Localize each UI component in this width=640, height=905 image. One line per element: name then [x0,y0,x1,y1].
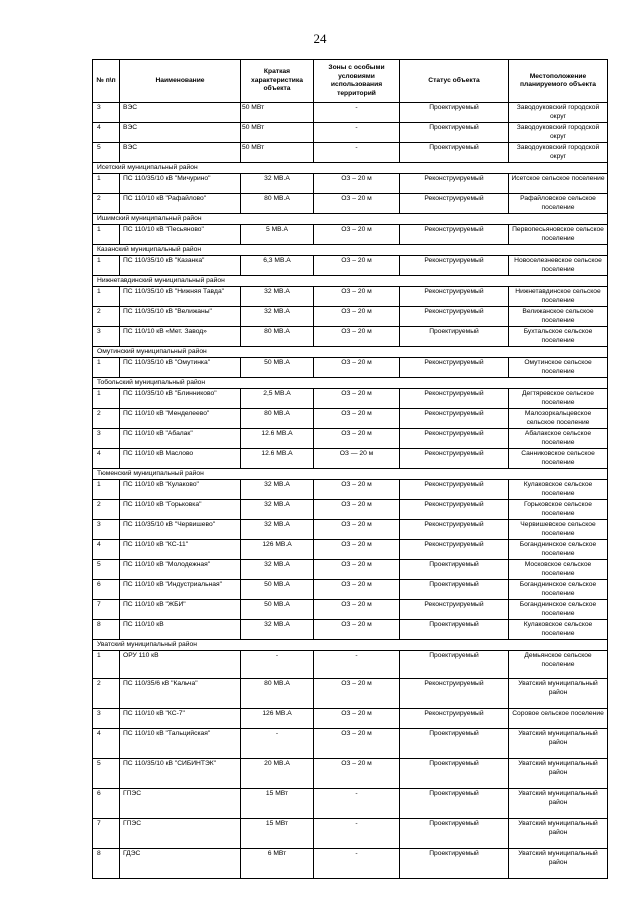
cell-status: Проектируемый [400,327,509,347]
header-location: Местоположение планируемого объекта [509,60,608,103]
cell-num: 5 [93,759,120,789]
cell-num: 1 [93,256,120,276]
cell-characteristic: 32 МВ.А [241,480,314,500]
section-title: Уватский муниципальный район [93,640,608,651]
table-row [93,709,608,729]
header-name: Наименование [120,60,241,103]
cell-num: 1 [93,480,120,500]
table-row [93,580,608,600]
header-status: Статус объекта [400,60,509,103]
cell-characteristic: 80 МВ.А [241,679,314,709]
cell-status: Проектируемый [400,103,509,123]
cell-zone: ОЗ – 20 м [314,389,400,409]
cell-characteristic: - [241,651,314,679]
header-characteristic: Краткая характеристика объекта [241,60,314,103]
cell-zone: ОЗ – 20 м [314,225,400,245]
cell-zone: ОЗ – 20 м [314,327,400,347]
cell-characteristic: 32 МВ.А [241,287,314,307]
cell-num: 2 [93,194,120,214]
cell-zone: ОЗ – 20 м [314,729,400,759]
cell-zone: ОЗ – 20 м [314,759,400,789]
cell-name: ПС 110/10 кВ "ЖБИ" [120,600,241,620]
cell-zone: ОЗ – 20 м [314,256,400,276]
cell-status: Реконструируемый [400,600,509,620]
cell-location: Первопесьяновское сельское поселение [509,225,608,245]
cell-location: Заводоуковский городской округ [509,143,608,163]
cell-num: 5 [93,143,120,163]
cell-characteristic: 20 МВ.А [241,759,314,789]
cell-name: ВЭС [120,123,241,143]
cell-zone: ОЗ – 20 м [314,709,400,729]
table-row [93,789,608,819]
cell-zone: - [314,849,400,879]
cell-num: 1 [93,287,120,307]
table-row [93,143,608,163]
cell-location: Боганднинское сельское поселение [509,600,608,620]
cell-status: Проектируемый [400,123,509,143]
cell-characteristic: 2,5 МВ.А [241,389,314,409]
cell-name: ПС 110/35/10 кВ "СИБИНТЭК" [120,759,241,789]
cell-num: 4 [93,123,120,143]
cell-characteristic: - [241,729,314,759]
cell-status: Проектируемый [400,143,509,163]
cell-num: 2 [93,679,120,709]
cell-status: Реконструируемый [400,389,509,409]
cell-zone: - [314,123,400,143]
cell-name: ГПЭС [120,789,241,819]
cell-num: 3 [93,429,120,449]
cell-num: 8 [93,620,120,640]
cell-location: Кулаковское сельское поселение [509,620,608,640]
cell-name: ПС 110/10 кВ [120,620,241,640]
section-row [93,276,608,287]
cell-status: Реконструируемый [400,409,509,429]
cell-status: Реконструируемый [400,520,509,540]
cell-num: 6 [93,580,120,600]
table-row [93,287,608,307]
cell-location: Уватский муниципальный район [509,679,608,709]
cell-status: Проектируемый [400,580,509,600]
cell-zone: ОЗ – 20 м [314,307,400,327]
cell-location: Горьковское сельское поселение [509,500,608,520]
cell-location: Демьянское сельское поселение [509,651,608,679]
cell-location: Бухтальское сельское поселение [509,327,608,347]
table-row [93,819,608,849]
table-row [93,429,608,449]
cell-zone: - [314,789,400,819]
cell-zone: ОЗ – 20 м [314,580,400,600]
cell-name: ПС 110/35/10 кВ "Омутинка" [120,358,241,378]
cell-location: Заводоуковский городской округ [509,103,608,123]
cell-characteristic: 12.6 МВ.А [241,429,314,449]
cell-location: Московское сельское поселение [509,560,608,580]
cell-num: 2 [93,409,120,429]
cell-status: Проектируемый [400,651,509,679]
cell-status: Реконструируемый [400,480,509,500]
cell-name: ГПЭС [120,819,241,849]
cell-zone: - [314,103,400,123]
cell-zone: - [314,143,400,163]
cell-name: ПС 110/35/10 кВ "Мичурино" [120,174,241,194]
cell-name: ПС 110/10 кВ "Индустриальная" [120,580,241,600]
cell-name: ПС 110/10 кВ "Рафайлово" [120,194,241,214]
cell-status: Реконструируемый [400,194,509,214]
cell-zone: ОЗ – 20 м [314,194,400,214]
objects-table [92,59,608,879]
cell-num: 3 [93,520,120,540]
cell-name: ПС 110/10 кВ Маслово [120,449,241,469]
cell-name: ПС 110/10 кВ "Кулаково" [120,480,241,500]
cell-characteristic: 80 МВ.А [241,194,314,214]
section-row [93,214,608,225]
cell-zone: ОЗ – 20 м [314,429,400,449]
cell-num: 1 [93,174,120,194]
cell-zone: ОЗ – 20 м [314,174,400,194]
cell-status: Реконструируемый [400,679,509,709]
cell-name: ПС 110/35/10 кВ "Червишево" [120,520,241,540]
cell-location: Нижнетавдинское сельское поселение [509,287,608,307]
cell-num: 3 [93,327,120,347]
cell-num: 4 [93,540,120,560]
table-row [93,620,608,640]
section-row [93,378,608,389]
cell-characteristic: 32 МВ.А [241,500,314,520]
cell-zone: ОЗ – 20 м [314,520,400,540]
cell-location: Велижанское сельское поселение [509,307,608,327]
cell-status: Проектируемый [400,789,509,819]
cell-location: Омутинское сельское поселение [509,358,608,378]
cell-zone: ОЗ – 20 м [314,409,400,429]
table-row [93,480,608,500]
cell-location: Уватский муниципальный район [509,729,608,759]
cell-name: ПС 110/35/10 кВ "Казанка" [120,256,241,276]
cell-name: ГДЭС [120,849,241,879]
cell-num: 1 [93,389,120,409]
table-row [93,560,608,580]
cell-characteristic: 6,3 МВ.А [241,256,314,276]
cell-location: Заводоуковский городской округ [509,123,608,143]
section-title: Тюменский муниципальный район [93,469,608,480]
cell-characteristic: 15 МВт [241,819,314,849]
cell-num: 5 [93,560,120,580]
cell-location: Абалакское сельское поселение [509,429,608,449]
cell-characteristic: 126 МВ.А [241,709,314,729]
cell-zone: ОЗ – 20 м [314,287,400,307]
cell-name: ПС 110/10 кВ "КС-11" [120,540,241,560]
table-row [93,520,608,540]
cell-characteristic: 5 МВ.А [241,225,314,245]
table-row [93,849,608,879]
cell-characteristic: 50 МВт [241,143,314,163]
cell-location: Кулаковское сельское поселение [509,480,608,500]
cell-zone: ОЗ – 20 м [314,600,400,620]
cell-characteristic: 32 МВ.А [241,520,314,540]
table-row [93,679,608,709]
cell-characteristic: 126 МВ.А [241,540,314,560]
cell-location: Боганднинское сельское поселение [509,540,608,560]
cell-num: 1 [93,225,120,245]
table-row [93,174,608,194]
section-title: Нижнетавдинский муниципальный район [93,276,608,287]
cell-name: ПС 110/10 кВ "Тальцийская" [120,729,241,759]
cell-location: Уватский муниципальный район [509,789,608,819]
cell-location: Соровое сельское поселение [509,709,608,729]
cell-name: ВЭС [120,103,241,123]
section-row [93,347,608,358]
cell-location: Рафайловское сельское поселение [509,194,608,214]
cell-status: Реконструируемый [400,174,509,194]
table-row [93,449,608,469]
section-title: Тобольский муниципальный район [93,378,608,389]
cell-characteristic: 80 МВ.А [241,327,314,347]
cell-status: Реконструируемый [400,500,509,520]
cell-status: Реконструируемый [400,287,509,307]
cell-name: ПС 110/10 кВ "Песьяново" [120,225,241,245]
table-row [93,225,608,245]
cell-name: ВЭС [120,143,241,163]
cell-zone: - [314,819,400,849]
cell-name: ПС 110/10 кВ "Абалак" [120,429,241,449]
cell-num: 8 [93,849,120,879]
section-row [93,245,608,256]
cell-num: 3 [93,103,120,123]
cell-num: 2 [93,307,120,327]
cell-zone: ОЗ — 20 м [314,449,400,469]
cell-zone: ОЗ – 20 м [314,358,400,378]
cell-name: ПС 110/35/10 кВ "Блинниково" [120,389,241,409]
table-row [93,389,608,409]
cell-status: Проектируемый [400,819,509,849]
table-row [93,759,608,789]
cell-status: Реконструируемый [400,307,509,327]
cell-name: ПС 110/10 кВ «Мет. Завод» [120,327,241,347]
section-title: Исетский муниципальный район [93,163,608,174]
cell-status: Проектируемый [400,729,509,759]
table-row [93,540,608,560]
cell-name: ПС 110/10 кВ "КС-7" [120,709,241,729]
table-row [93,256,608,276]
cell-characteristic: 50 МВ.А [241,358,314,378]
table-row [93,358,608,378]
section-title: Ишимский муниципальный район [93,214,608,225]
cell-characteristic: 15 МВт [241,789,314,819]
cell-zone: ОЗ – 20 м [314,620,400,640]
page-number: 24 [313,31,327,46]
table-row [93,729,608,759]
cell-status: Проектируемый [400,759,509,789]
cell-location: Уватский муниципальный район [509,849,608,879]
cell-status: Реконструируемый [400,429,509,449]
cell-characteristic: 32 МВ.А [241,307,314,327]
cell-num: 3 [93,709,120,729]
cell-status: Проектируемый [400,560,509,580]
cell-location: Санниковское сельское поселение [509,449,608,469]
cell-characteristic: 32 МВ.А [241,620,314,640]
table-row [93,123,608,143]
section-title: Омутинский муниципальный район [93,347,608,358]
table-row [93,307,608,327]
cell-name: ПС 110/10 кВ "Горьковка" [120,500,241,520]
table-row [93,327,608,347]
table-row [93,103,608,123]
cell-zone: ОЗ – 20 м [314,560,400,580]
cell-characteristic: 50 МВ.А [241,600,314,620]
cell-location: Червишевское сельское поселение [509,520,608,540]
cell-location: Уватский муниципальный район [509,819,608,849]
cell-status: Реконструируемый [400,449,509,469]
cell-name: ПС 110/10 кВ "Менделеево" [120,409,241,429]
cell-zone: ОЗ – 20 м [314,480,400,500]
cell-characteristic: 80 МВ.А [241,409,314,429]
cell-status: Реконструируемый [400,540,509,560]
cell-characteristic: 6 МВт [241,849,314,879]
cell-status: Реконструируемый [400,256,509,276]
table-row [93,651,608,679]
cell-num: 1 [93,358,120,378]
cell-num: 4 [93,449,120,469]
cell-name: ПС 110/35/10 кВ "Велижаны" [120,307,241,327]
cell-location: Новоселезневское сельское поселение [509,256,608,276]
cell-name: ОРУ 110 кВ [120,651,241,679]
cell-num: 7 [93,819,120,849]
cell-characteristic: 50 МВт [241,123,314,143]
cell-num: 6 [93,789,120,819]
cell-status: Реконструируемый [400,358,509,378]
table-header-row [93,60,608,103]
cell-location: Малозоркальцевское сельское поселение [509,409,608,429]
cell-characteristic: 12.6 МВ.А [241,449,314,469]
cell-num: 1 [93,651,120,679]
header-num: № п\п [93,60,120,103]
cell-zone: ОЗ – 20 м [314,679,400,709]
cell-location: Боганднинское сельское поселение [509,580,608,600]
cell-name: ПС 110/35/6 кВ "Кальча" [120,679,241,709]
cell-characteristic: 50 МВ.А [241,580,314,600]
cell-characteristic: 32 МВ.А [241,174,314,194]
section-row [93,640,608,651]
cell-status: Проектируемый [400,620,509,640]
cell-status: Реконструируемый [400,709,509,729]
cell-status: Реконструируемый [400,225,509,245]
cell-location: Уватский муниципальный район [509,759,608,789]
cell-zone: ОЗ – 20 м [314,500,400,520]
cell-name: ПС 110/35/10 кВ "Нижняя Тавда" [120,287,241,307]
cell-characteristic: 50 МВт [241,103,314,123]
header-zone: Зоны с особыми условиями использования территорий [314,60,400,103]
cell-characteristic: 32 МВ.А [241,560,314,580]
table-row [93,194,608,214]
cell-num: 7 [93,600,120,620]
cell-zone: ОЗ – 20 м [314,540,400,560]
cell-zone: - [314,651,400,679]
table-row [93,500,608,520]
table-body [93,103,608,879]
section-title: Казанский муниципальный район [93,245,608,256]
cell-num: 4 [93,729,120,759]
section-row [93,469,608,480]
cell-status: Проектируемый [400,849,509,879]
table-row [93,600,608,620]
cell-num: 2 [93,500,120,520]
section-row [93,163,608,174]
cell-location: Дегтяревское сельское поселение [509,389,608,409]
cell-name: ПС 110/10 кВ "Молодежная" [120,560,241,580]
cell-location: Исетское сельское поселение [509,174,608,194]
table-row [93,409,608,429]
